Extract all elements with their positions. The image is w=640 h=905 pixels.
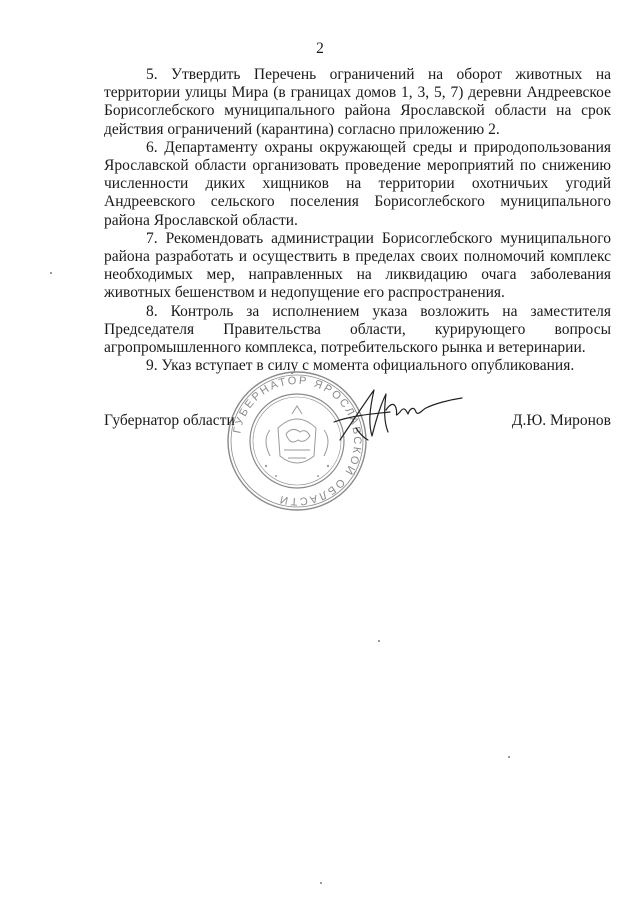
signatory-title: Губернатор области <box>104 412 235 429</box>
scan-speck <box>50 272 52 274</box>
paragraph-9: 9. Указ вступает в силу с момента официального опубликования. <box>146 357 575 375</box>
handwritten-signature <box>330 382 470 444</box>
seal-outer-text: ГУБЕРНАТОР ЯРОСЛАВСКОЙ ОБЛАСТИ <box>231 374 364 508</box>
scan-speck <box>378 640 380 642</box>
paragraph-5: 5. Утвердить Перечень ограничений на оборот животных на территории улицы Мира (в границах домов 1, 3, 5, 7) деревни Андреевское Борисоглебского муниципального района Ярославской области на срок действия ограничений (карантина) согласно приложению 2. <box>104 66 611 138</box>
scan-speck <box>508 756 510 758</box>
signatory-name: Д.Ю. Миронов <box>511 412 611 429</box>
page-number: 2 <box>316 40 324 57</box>
paragraph-8: 8. Контроль за исполнением указа возложить на заместителя Председателя Правительства области, курирующего вопросы агропромышленного комплекса, потребительского рынка и ветеринарии. <box>104 302 611 357</box>
paragraph-6: 6. Департаменту охраны окружающей среды и природопользования Ярославской области организовать проведение мероприятий по снижению численности диких хищников на территории охотничьих угодий Андреевского сельского поселения Борисоглебского муниципального района Ярославской области. <box>104 138 611 229</box>
paragraph-7: 7. Рекомендовать администрации Борисоглебского муниципального района разработать и осуществить в пределах своих полномочий комплекс необходимых мер, направленных на ликвидацию очага заболевания животных бешенством и недопущение его распространения. <box>104 229 611 302</box>
scan-speck <box>320 882 322 884</box>
document-body <box>104 66 611 375</box>
